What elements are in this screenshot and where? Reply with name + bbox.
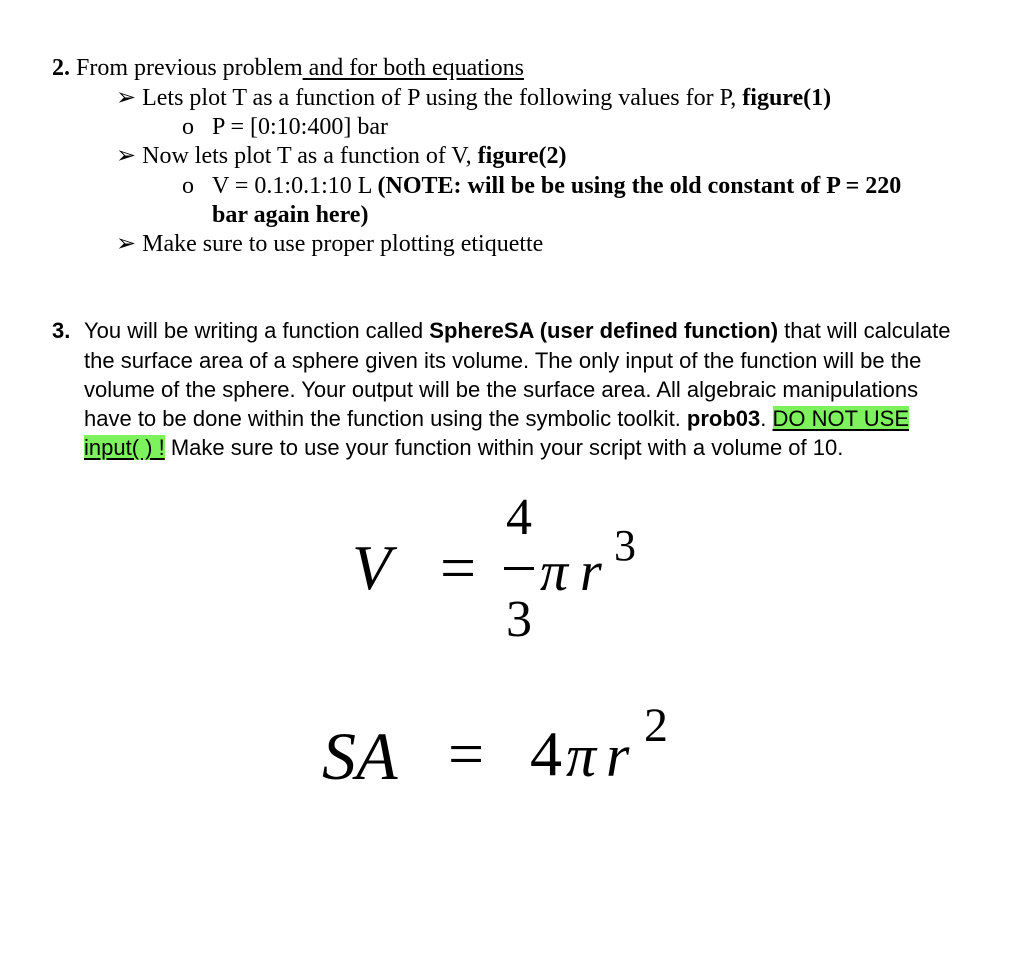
script-name: prob03 xyxy=(686,406,761,431)
sub-bullet-p-values xyxy=(182,115,388,139)
problem-3-line-3: volume of the sphere. Your output will be the surface area. All algebraic manipulations xyxy=(84,377,919,402)
arrow-bullet-icon: ➢ xyxy=(116,143,137,169)
problem-2-intro: From previous problem xyxy=(76,55,303,81)
text: . xyxy=(760,406,773,431)
problem-2-intro-underlined: and for both equations xyxy=(302,55,524,81)
arrow-bullet-icon: ➢ xyxy=(116,231,137,257)
problem-3-number: 3. xyxy=(52,318,71,343)
circle-bullet-icon: o xyxy=(182,173,194,199)
problem-3-line-5 xyxy=(84,437,843,459)
problem-3-line-2: the surface area of a sphere given its volume. The only input of the function will be the xyxy=(84,348,922,373)
problem-3-line-4 xyxy=(84,408,909,430)
text: have to be done within the function using the symbolic toolkit. xyxy=(84,406,687,431)
text: You will be writing a function called xyxy=(84,318,430,343)
circle-bullet-icon: o xyxy=(182,114,194,140)
problem-2-line-1 xyxy=(52,56,524,80)
arrow-bullet-icon: ➢ xyxy=(116,85,137,111)
eq2-equals: = xyxy=(448,718,485,789)
eq1-lhs: V xyxy=(352,532,392,603)
bullet-plot-t-vs-v xyxy=(116,144,567,168)
bullet-text: Make sure to use proper plotting etiquette xyxy=(142,231,544,257)
text: that will calculate xyxy=(778,318,951,343)
bullet-plotting-etiquette xyxy=(116,232,543,256)
sub-bullet-v-values xyxy=(182,174,901,198)
eq1-r: r xyxy=(580,541,602,603)
sub-bullet-text: V = 0.1:0.1:10 L xyxy=(212,173,378,199)
eq1-numerator: 4 xyxy=(506,489,532,546)
bullet-bold: figure(1) xyxy=(742,85,832,111)
highlighted-warning: input( ) ! xyxy=(84,435,165,460)
eq2-pi: π xyxy=(566,723,597,789)
sub-bullet-note-continued: bar again here) xyxy=(212,202,369,228)
eq1-denominator: 3 xyxy=(506,591,532,648)
text: Make sure to use your function within your script with a volume of 10. xyxy=(164,435,844,460)
problem-2-number: 2. xyxy=(52,55,70,81)
sub-bullet-text: P = [0:10:400] bar xyxy=(212,114,388,140)
highlighted-warning: DO NOT USE xyxy=(772,406,910,431)
function-name: SphereSA (user defined function) xyxy=(429,318,779,343)
eq1-pi: π xyxy=(540,541,569,603)
bullet-text: Now lets plot T as a function of V, xyxy=(142,143,478,169)
eq2-coefficient: 4 xyxy=(530,718,562,789)
sub-bullet-note: (NOTE: will be be using the old constant of P = 220 xyxy=(377,173,902,199)
eq2-r: r xyxy=(606,723,630,789)
bullet-plot-t-vs-p xyxy=(116,86,831,110)
fraction-bar xyxy=(504,567,534,570)
eq1-equals: = xyxy=(440,532,477,603)
bullet-bold: figure(2) xyxy=(477,143,567,169)
eq2-lhs: SA xyxy=(322,718,398,794)
eq2-exponent: 2 xyxy=(644,699,668,752)
eq1-exponent: 3 xyxy=(614,521,636,570)
problem-3-line-1 xyxy=(84,320,950,342)
bullet-text: Lets plot T as a function of P using the following values for P, xyxy=(142,85,743,111)
